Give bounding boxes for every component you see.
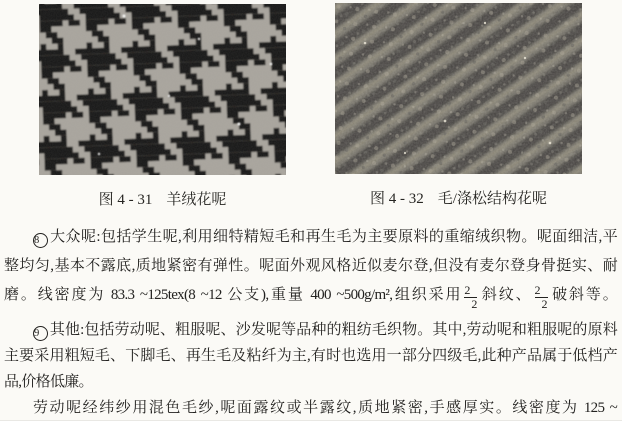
text-line-2: 整均匀,基本不露底,质地紧密有弹性。呢面外观风格近似麦尔登,但没有麦尔登身骨挺实、耐 bbox=[4, 258, 617, 274]
twill-fraction-1 bbox=[464, 285, 477, 310]
figure-4-32-caption bbox=[335, 187, 582, 208]
fraction-numerator: 2 bbox=[535, 285, 548, 298]
fraction-denominator: 2 bbox=[471, 297, 478, 312]
text-run: 其他:包括劳动呢、粗服呢、沙发呢等品种的粗纺毛织物。其中,劳动呢和粗服呢的原料 bbox=[49, 322, 617, 339]
text-line-3 bbox=[4, 282, 618, 312]
tweed-fabric-photo bbox=[335, 3, 582, 174]
text-run: 磨。线密度为 83.3 ~125tex(8 ~12 公支),重量 400 ~500g/m²,组织采用 bbox=[4, 287, 463, 303]
circled-number-8: 8 bbox=[33, 233, 48, 248]
figure-4-31-caption bbox=[39, 188, 286, 209]
figure-4-32 bbox=[335, 3, 582, 208]
circled-number-9: 9 bbox=[33, 326, 48, 341]
figure-title: 毛/涤松结构花呢 bbox=[437, 191, 547, 207]
text-run: 斜纹、 bbox=[479, 287, 533, 303]
figure-4-31 bbox=[39, 4, 286, 209]
text-line-5: 主要采用粗短毛、下脚毛、再生毛及粘纤为主,有时也选用一部分四级毛,此种产品属于低档产 bbox=[4, 348, 617, 365]
body-text bbox=[4, 224, 617, 421]
text-run: 破斜等。 bbox=[549, 287, 618, 303]
houndstooth-fabric-photo bbox=[39, 4, 286, 175]
figure-title: 羊绒花呢 bbox=[166, 192, 227, 208]
twill-fraction-2 bbox=[535, 285, 548, 310]
text-run: 大众呢:包括学生呢,利用细特精短毛和再生毛为主要原料的重缩绒织物。呢面细洁,平 bbox=[49, 229, 617, 245]
text-line-7: 劳动呢经纬纱用混色毛纱,呢面露纹或半露纹,质地紧密,手感厚实。线密度为 125 ~ bbox=[33, 400, 617, 417]
fraction-numerator: 2 bbox=[464, 285, 477, 298]
figure-number: 图 4 - 31 bbox=[98, 192, 153, 208]
text-line-6: 品,价格低廉。 bbox=[4, 374, 93, 391]
text-line-1 bbox=[4, 224, 617, 250]
figure-number: 图 4 - 32 bbox=[370, 191, 424, 207]
text-line-4 bbox=[4, 317, 617, 343]
fraction-denominator: 2 bbox=[541, 297, 548, 312]
